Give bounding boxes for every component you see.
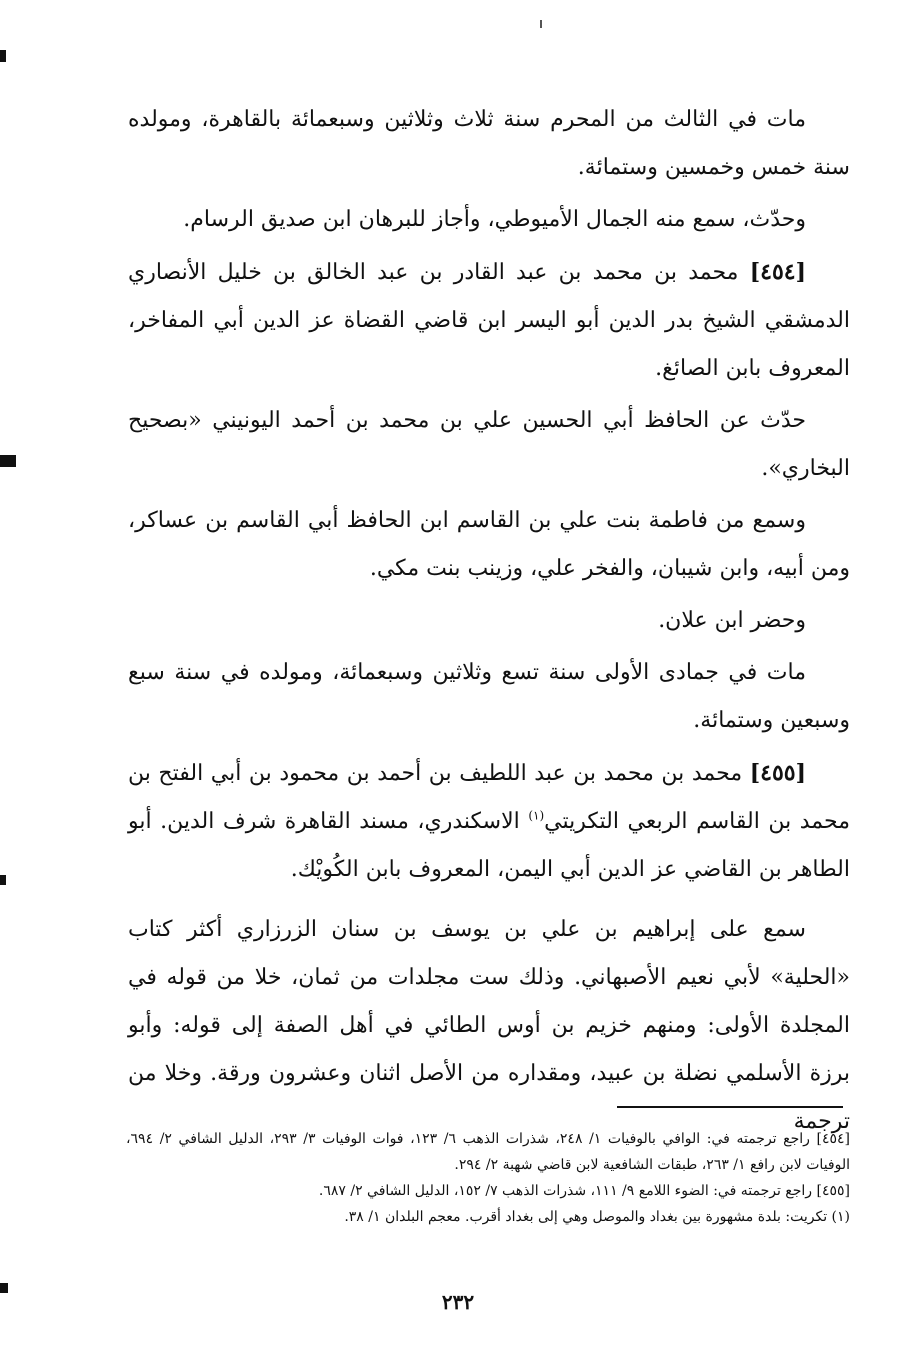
paragraph: مات في الثالث من المحرم سنة ثلاث وثلاثين وسبعمائة بالقاهرة، ومولده سنة خمس وخمسين وستمائة. bbox=[128, 107, 850, 180]
main-text bbox=[128, 96, 850, 1150]
footnote-1: (١) تكريت: بلدة مشهورة بين بغداد والموصل وهي إلى بغداد أقرب. معجم البلدان ١/ ٣٨. bbox=[344, 1209, 850, 1225]
scan-mark bbox=[0, 875, 6, 885]
footnote-454: [٤٥٤] راجع ترجمته في: الوافي بالوفيات ١/ ٢٤٨، شذرات الذهب ٦/ ١٢٣، فوات الوفيات ٣/ ٢٩٣، الدليل الشافي ٢/ ٦٩٤، الوفيات لابن رافع ١/ ٢٦٣، طبقات الشافعية لابن قاضي شهبة ٢/ ٢٩٤. bbox=[126, 1131, 851, 1173]
paragraph: حدّث عن الحافظ أبي الحسين علي بن محمد بن أحمد اليونيني «بصحيح البخاري». bbox=[128, 408, 850, 481]
entry-text: محمد بن محمد بن عبد القادر بن عبد الخالق بن خليل الأنصاري الدمشقي الشيخ بدر الدين أبو اليسر ابن قاضي القضاة عز الدين أبي المفاخر، المعروف بابن الصائغ. bbox=[128, 260, 850, 381]
scan-mark bbox=[0, 50, 6, 62]
footnote-455: [٤٥٥] راجع ترجمته في: الضوء اللامع ٩/ ١١١، شذرات الذهب ٧/ ١٥٢، الدليل الشافي ٢/ ٦٨٧. bbox=[318, 1183, 850, 1199]
entry-455 bbox=[128, 749, 850, 894]
paragraph: مات في جمادى الأولى سنة تسع وثلاثين وسبعمائة، ومولده في سنة سبع وسبعين وستمائة. bbox=[128, 660, 850, 733]
scan-mark bbox=[540, 20, 542, 28]
scan-mark bbox=[0, 1283, 8, 1293]
footnote-divider bbox=[617, 1106, 843, 1108]
entry-number: [٤٥٥] bbox=[749, 760, 806, 786]
scan-mark bbox=[0, 455, 16, 467]
footnotes bbox=[126, 1126, 850, 1230]
entry-text-continued: الاسكندري، مسند القاهرة شرف الدين. أبو الطاهر بن القاضي عز الدين أبي اليمن، المعروف بابن الكُويْك. bbox=[128, 809, 850, 882]
page-number: ٢٣٢ bbox=[441, 1290, 475, 1314]
paragraph: سمع على إبراهيم بن علي بن يوسف بن سنان الزرزاري أكثر كتاب «الحلية» لأبي نعيم الأصبهاني. وذلك ست مجلدات من ثمان، خلا من قوله في المجلدة الأولى: ومنهم خزيم بن أوس الطائي في أهل الصفة إلى قوله: وأبو برزة الأسلمي نضلة بن عبيد، ومقداره من الأصل اثنان وعشرون ورقة. وخلا من ترجمة bbox=[128, 917, 850, 1134]
entry-text: محمد بن محمد بن عبد اللطيف بن أحمد بن محمود بن أبي الفتح بن محمد بن القاسم الربعي التكريتي bbox=[128, 761, 850, 834]
paragraph: وسمع من فاطمة بنت علي بن القاسم ابن الحافظ أبي القاسم بن عساكر، ومن أبيه، وابن شيبان، والفخر علي، وزينب بنت مكي. bbox=[128, 508, 850, 581]
entry-454 bbox=[128, 248, 850, 393]
paragraph: وحدّث، سمع منه الجمال الأميوطي، وأجاز للبرهان ابن صديق الرسام. bbox=[183, 207, 806, 232]
entry-number: [٤٥٤] bbox=[749, 259, 807, 285]
paragraph: وحضر ابن علان. bbox=[658, 608, 806, 633]
footnote-reference: (١) bbox=[528, 808, 545, 823]
